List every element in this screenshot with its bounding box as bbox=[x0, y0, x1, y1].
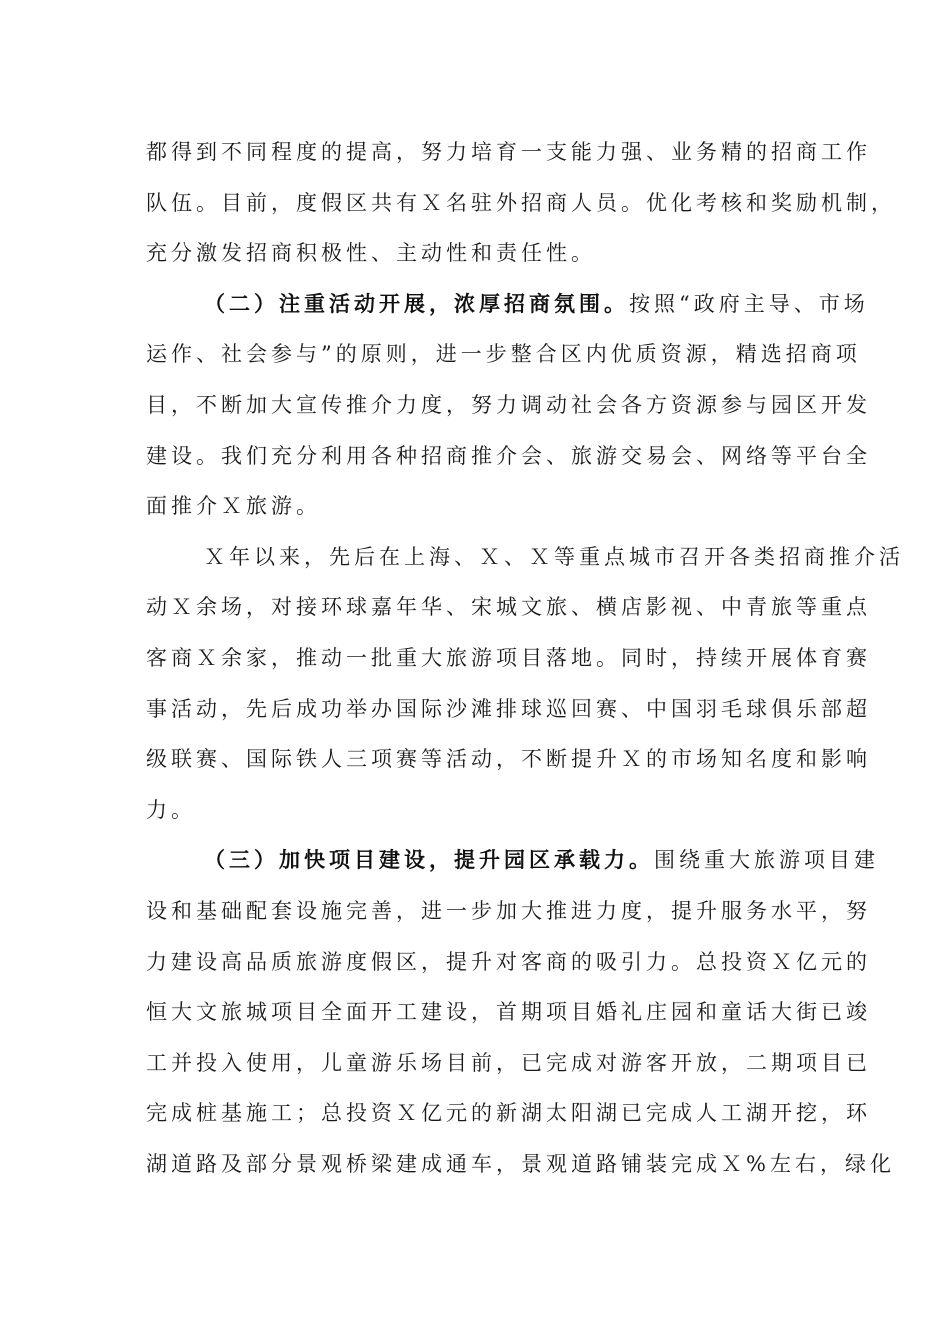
paragraph-first-line bbox=[146, 835, 879, 886]
paragraph-line: 工并投入使用，儿童游乐场目前，已完成对游客开放，二期项目已 bbox=[146, 1050, 871, 1075]
heading-continuation: 按照“政府主导、市场 bbox=[629, 291, 869, 316]
paragraph-1 bbox=[146, 127, 896, 279]
paragraph-2 bbox=[146, 279, 871, 532]
paragraph-line: 客商Ｘ余家，推动一批重大旅游项目落地。同时，持续开展体育赛 bbox=[146, 645, 871, 670]
paragraph-line: 事活动，先后成功举办国际沙滩排球巡回赛、中国羽毛球俱乐部超 bbox=[146, 696, 871, 721]
paragraph-3 bbox=[146, 532, 904, 836]
paragraph-line: 目，不断加大宣传推介力度，努力调动社会各方资源参与园区开发 bbox=[146, 392, 871, 417]
paragraph-line: 运作、社会参与”的原则，进一步整合区内优质资源，精选招商项 bbox=[146, 342, 861, 367]
paragraph-line: 完成桩基施工；总投资Ｘ亿元的新湖太阳湖已完成人工湖开挖，环 bbox=[146, 1101, 871, 1126]
paragraph-line: 面推介Ｘ旅游。 bbox=[146, 494, 321, 519]
paragraph-line: 力建设高品质旅游度假区，提升对客商的吸引力。总投资Ｘ亿元的 bbox=[146, 949, 871, 974]
paragraph-line: 恒大文旅城项目全面开工建设，首期项目婚礼庄园和童话大街已竣 bbox=[146, 1000, 871, 1025]
paragraph-first-line: Ｘ年以来，先后在上海、Ｘ、Ｘ等重点城市召开各类招商推介活 bbox=[204, 544, 904, 569]
heading-continuation: 围绕重大旅游项目建 bbox=[654, 848, 879, 873]
paragraph-line: 队伍。目前，度假区共有Ｘ名驻外招商人员。优化考核和奖励机制， bbox=[146, 190, 896, 215]
paragraph-line: 动Ｘ余场，对接环球嘉年华、宋城文旅、横店影视、中青旅等重点 bbox=[146, 595, 871, 620]
paragraph-4 bbox=[146, 835, 895, 1189]
paragraph-line: 力。 bbox=[146, 797, 196, 822]
paragraph-line: 充分激发招商积极性、主动性和责任性。 bbox=[146, 241, 596, 266]
paragraph-line: 湖道路及部分景观桥梁建成通车，景观道路铺装完成Ｘ%左右，绿化 bbox=[146, 1151, 895, 1176]
paragraph-line: 设和基础配套设施完善，进一步加大推进力度，提升服务水平，努 bbox=[146, 898, 871, 923]
paragraph-line: 级联赛、国际铁人三项赛等活动，不断提升Ｘ的市场知名度和影响 bbox=[146, 747, 871, 772]
section-heading: （三）加快项目建设，提升园区承载力。 bbox=[204, 847, 654, 873]
paragraph-line: 都得到不同程度的提高，努力培育一支能力强、业务精的招商工作 bbox=[146, 140, 871, 164]
paragraph-line: 建设。我们充分利用各种招商推介会、旅游交易会、网络等平台全 bbox=[146, 443, 871, 468]
section-heading: （二）注重活动开展，浓厚招商氛围。 bbox=[204, 290, 629, 316]
document-body bbox=[146, 127, 904, 1189]
paragraph-first-line bbox=[146, 279, 869, 330]
